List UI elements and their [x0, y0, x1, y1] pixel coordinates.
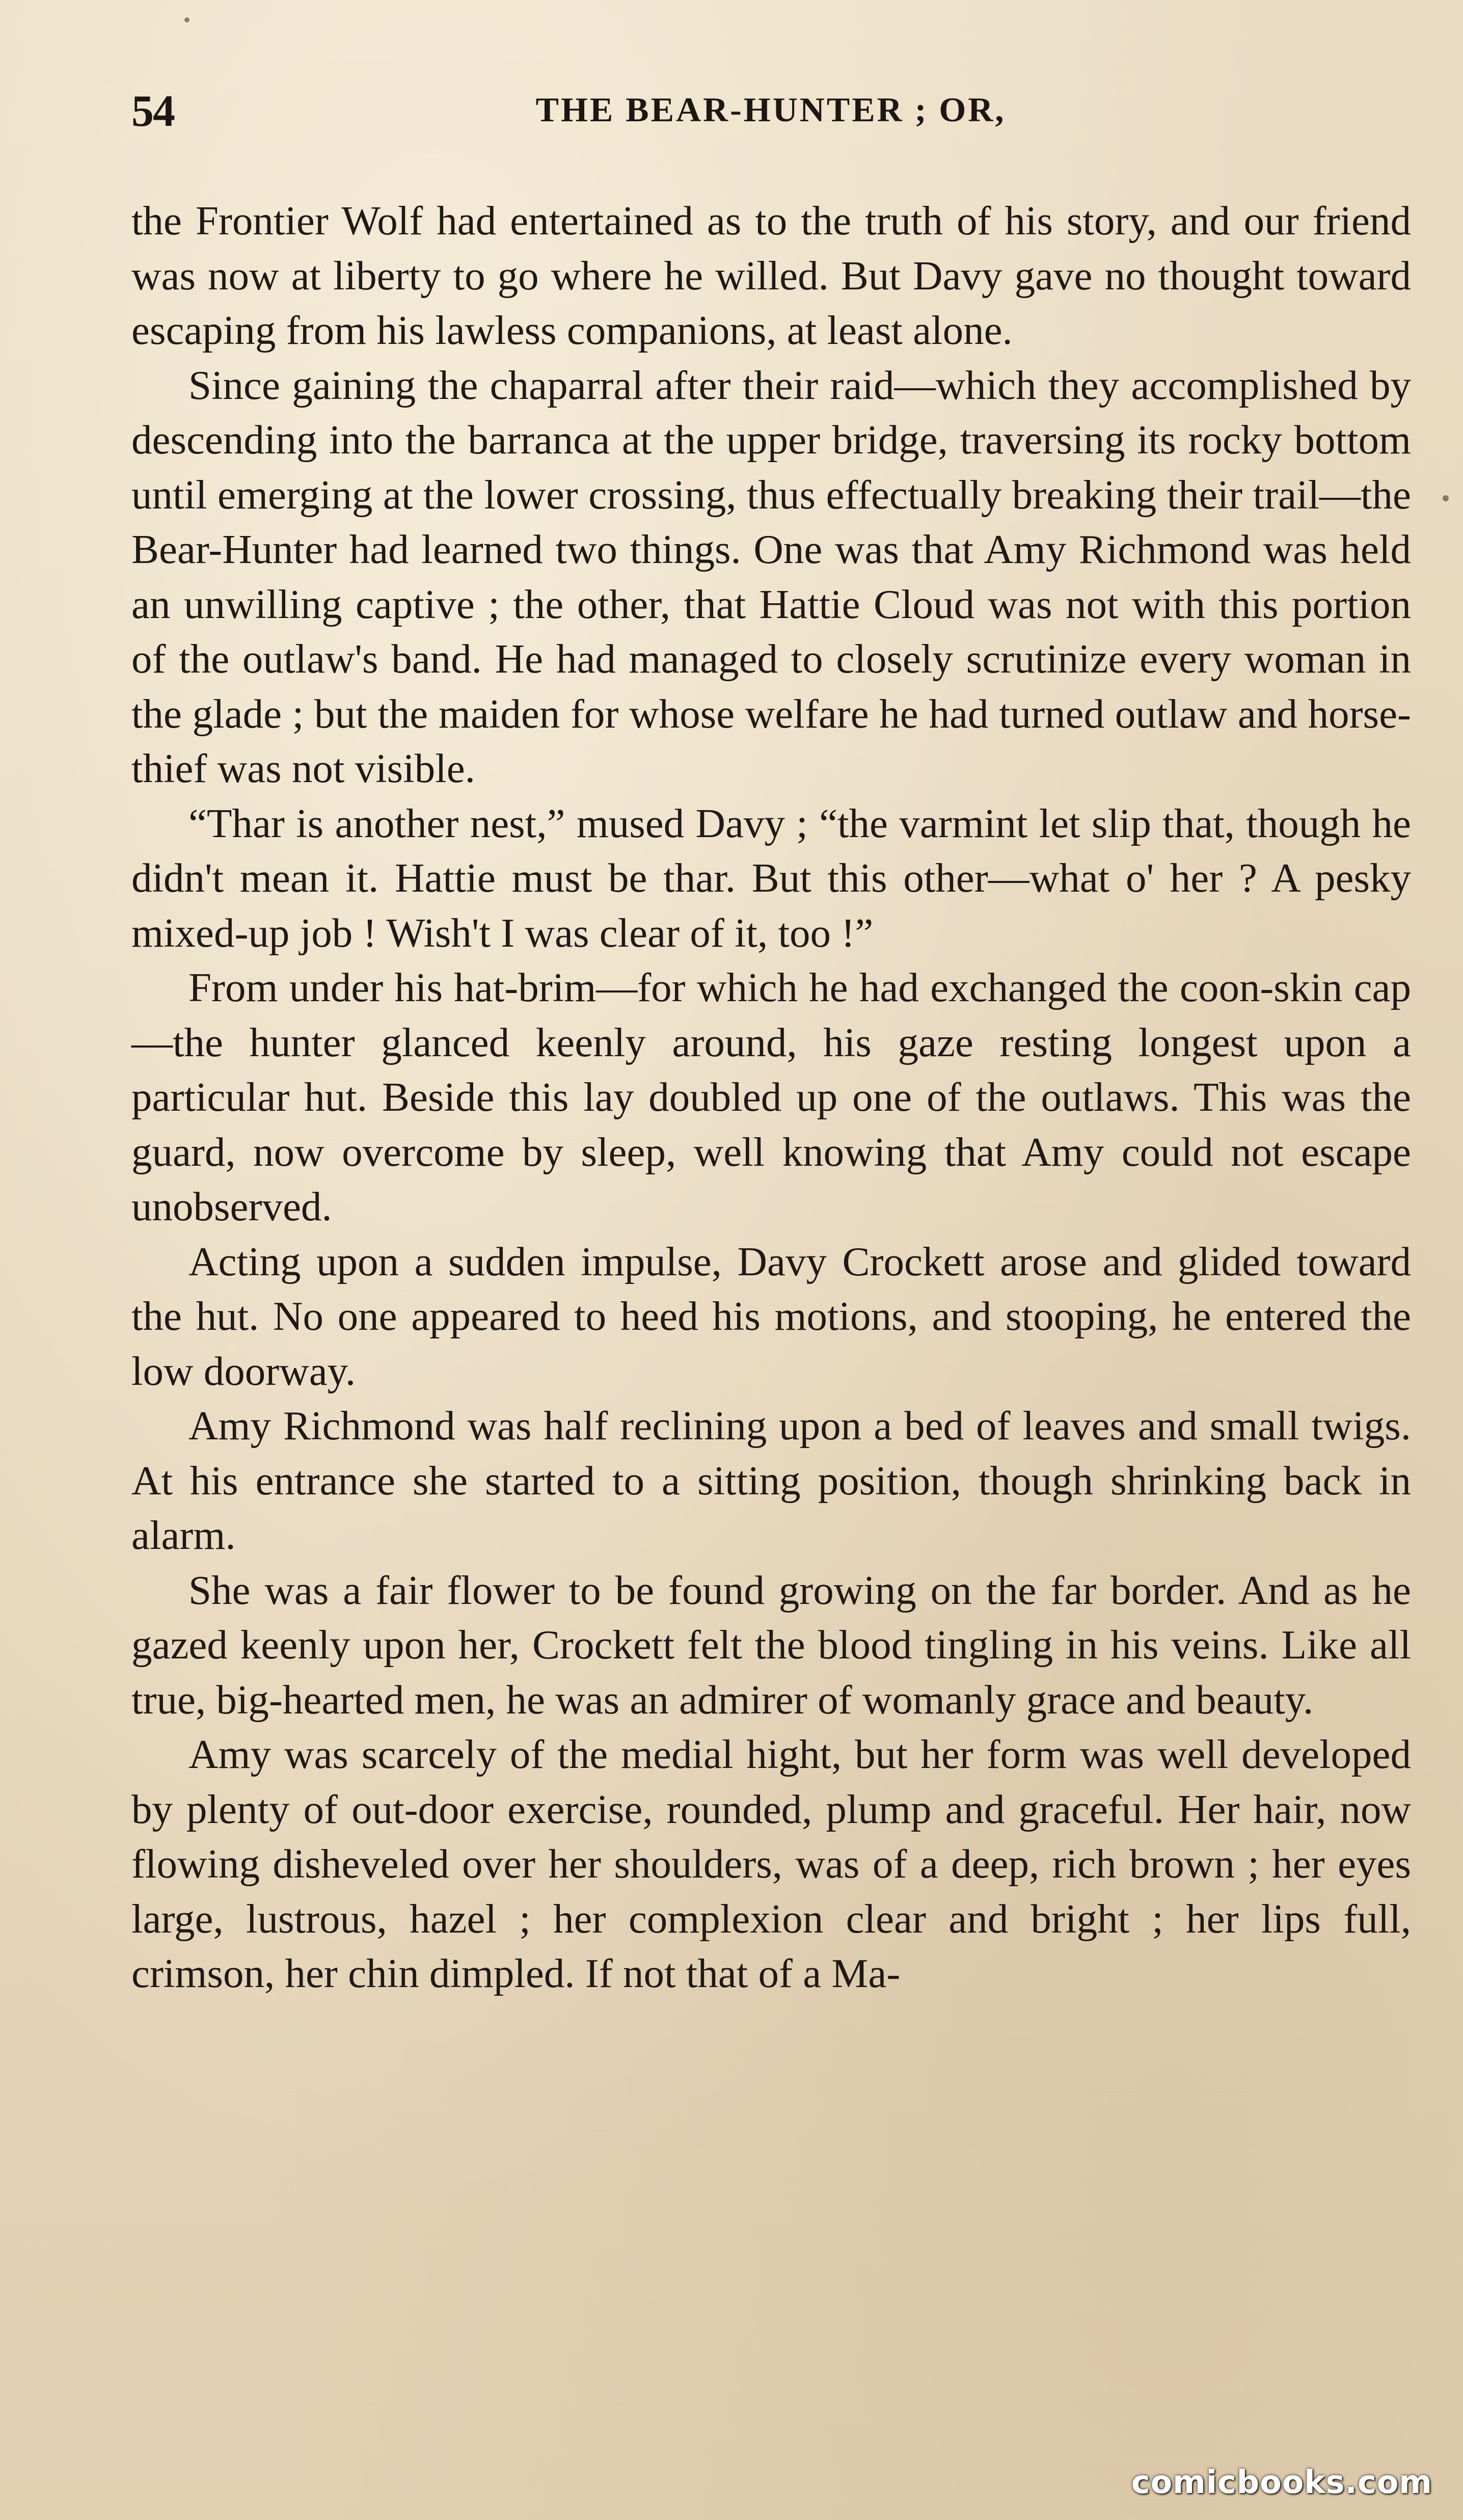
ink-speck	[184, 17, 189, 22]
running-head: THE BEAR-HUNTER ; OR,	[535, 90, 1006, 129]
paragraph: She was a fair flower to be found growing on the far border. And as he gazed keenly upon her, Crockett felt the blood tingling in his veins. Like all true, big-hearted men, he was an admirer of womanly grace and beauty.	[131, 1567, 1411, 1723]
paragraph: From under his hat-brim—for which he had exchanged the coon-skin cap—the hunter glanced keenly around, his gaze resting longest upon a particular hut. Beside this lay doubled up one of the outlaws. This was the guard, now overcome by sleep, well knowing that Amy could not escape unobserved.	[131, 964, 1411, 1229]
paragraph: “Thar is another nest,” mused Davy ; “the varmint let slip that, though he didn't mean it. Hattie must be thar. But this other—what o' her ? A pesky mixed-up job ! Wish't I was clear of it, too !”	[131, 800, 1411, 956]
watermark: comicbooks.com	[1131, 2463, 1432, 2501]
body-text	[131, 194, 1411, 2001]
page-header	[131, 86, 1410, 147]
paragraph: Amy Richmond was half reclining upon a bed of leaves and small twigs. At his entrance she started to a sitting position, though shrinking back in alarm.	[131, 1403, 1411, 1558]
paragraph: the Frontier Wolf had entertained as to the truth of his story, and our friend was now at liberty to go where he willed. But Davy gave no thought toward escaping from his lawless companions, at least alone.	[131, 198, 1411, 353]
paragraph: Amy was scarcely of the medial hight, but her form was well developed by plenty of out-door exercise, rounded, plump and graceful. Her hair, now flowing disheveled over her shoulders, was of a deep, rich brown ; her eyes large, lustrous, hazel ; her complexion clear and bright ; her lips full, crimson, her chin dimpled. If not that of a Ma-	[131, 1731, 1411, 1996]
ink-speck	[1443, 495, 1449, 501]
paragraph: Since gaining the chaparral after their raid—which they accomplished by descending into the barranca at the upper bridge, traversing its rocky bottom until emerging at the lower crossing, thus effectually breaking their trail—the Bear-Hunter had learned two things. One was that Amy Richmond was held an unwilling captive ; the other, that Hattie Cloud was not with this portion of the outlaw's band. He had managed to closely scrutinize every woman in the glade ; but the maiden for whose welfare he had turned outlaw and horse-thief was not visible.	[131, 362, 1411, 791]
page-number: 54	[131, 87, 174, 136]
paragraph: Acting upon a sudden impulse, Davy Crockett arose and glided toward the hut. No one appeared to heed his motions, and stooping, he entered the low doorway.	[131, 1238, 1411, 1394]
